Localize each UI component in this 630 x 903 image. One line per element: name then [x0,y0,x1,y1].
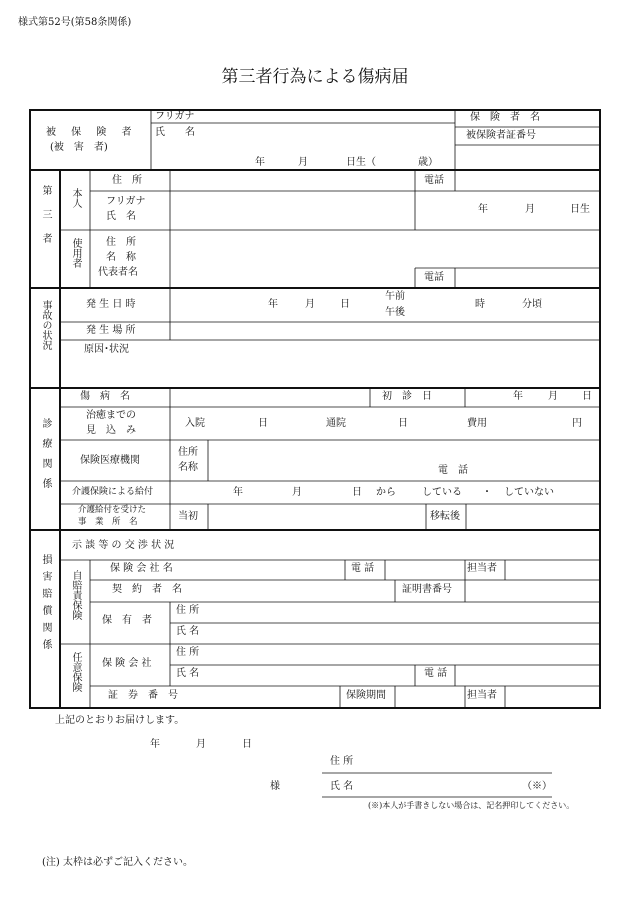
footer-mark: （※） [522,781,552,792]
accident-datetime-label: 発 生 日 時 [86,299,136,310]
care-day: 日 [352,487,362,498]
accident-am: 午前 [385,291,405,302]
footer-caution: (注) 太枠は必ずご記入ください。 [42,857,193,868]
policy-number-label: 証 券 番 号 [108,690,178,701]
care-separator: ・ [482,487,492,498]
accident-year: 年 [268,299,278,310]
third-party-furigana: フリガナ [106,196,146,207]
care-month: 月 [292,487,302,498]
care-benefit-label: 介護保険による給付 [72,487,154,497]
footer-name-label: 氏 名 [330,781,354,792]
insured-label-sub: (被 害 者) [50,142,108,153]
negotiation-label: 示 談 等 の 交 渉 状 況 [72,540,175,551]
care-from: から [376,487,396,498]
insured-label: 被 保 険 者 [46,127,138,138]
voluntary-insurance-label: 任意保険 [70,652,81,692]
outpatient-label: 通院 [326,418,346,429]
facility-label-2: 事 業 所 名 [78,517,138,527]
insured-name-label: 氏 名 [155,127,195,138]
insurance-period-label: 保険期間 [346,690,386,701]
cost-yen: 円 [572,418,582,429]
third-party-address-label: 住 所 [112,175,142,186]
institution-address-label: 住所 [178,447,198,458]
footer-day: 日 [242,739,252,750]
damages-label: 損害賠償関係 [40,554,51,656]
third-party-month: 月 [525,204,535,215]
voluntary-name-label: 氏 名 [176,668,200,679]
accident-label: 事故の状況 [40,300,51,350]
owner-label: 保 有 者 [102,615,152,626]
footer-sama: 様 [270,781,280,792]
compulsory-insurance-label: 自賠責保険 [70,570,81,620]
contractor-label: 契 約 者 名 [112,584,182,595]
compulsory-company-label: 保 険 会 社 名 [110,563,173,574]
insurer-name-label: 保 険 者 名 [470,112,540,123]
footer-year: 年 [150,739,160,750]
accident-day: 日 [340,299,350,310]
accident-place-label: 発 生 場 所 [86,325,136,336]
insured-month: 月 [298,157,308,168]
facility-label-1: 介護給付を受けた [78,505,147,515]
care-not-doing-option[interactable]: していない [504,487,554,498]
accident-pm: 午後 [385,307,405,318]
owner-name-label: 氏 名 [176,626,200,637]
institution-label: 保険医療機関 [80,455,140,466]
cost-label: 費用 [467,418,487,429]
owner-address-label: 住 所 [176,605,200,616]
compulsory-phone-label: 電 話 [351,563,375,574]
third-party-birth: 日生 [570,204,590,215]
institution-phone-label: 電 話 [438,465,468,476]
first-visit-year: 年 [513,391,523,402]
employer-phone-label: 電話 [424,272,444,283]
form-number: 様式第52号(第58条関係) [18,17,132,28]
accident-month: 月 [305,299,315,310]
third-party-year: 年 [478,204,488,215]
inpatient-day: 日 [258,418,268,429]
employer-name-label: 名 称 [106,252,136,263]
first-visit-month: 月 [548,391,558,402]
outlook-label-2: 見 込 み [86,425,136,436]
employer-label: 使用者 [70,238,81,268]
institution-name-label: 名称 [178,462,198,473]
employer-address-label: 住 所 [106,237,136,248]
care-doing-option[interactable]: している [422,487,462,498]
insured-furigana: フリガナ [155,111,195,122]
footer-month: 月 [196,739,206,750]
third-party-phone-label: 電話 [424,175,444,186]
third-party-self-label: 本人 [70,188,81,208]
accident-minute: 分頃 [522,299,542,310]
facility-after-move-label: 移転後 [430,511,460,522]
notify-text: 上記のとおりお届けします。 [55,715,185,726]
disease-label: 傷 病 名 [80,391,130,402]
voluntary-contact-label: 担当者 [467,690,497,701]
treatment-label: 診療関係 [40,418,51,498]
insured-number-label: 被保険者証番号 [466,130,536,141]
third-party-label: 第三者 [40,185,51,257]
insured-age: 歳） [418,157,438,168]
voluntary-address-label: 住 所 [176,647,200,658]
outpatient-day: 日 [398,418,408,429]
voluntary-company-label: 保 険 会 社 [102,658,152,669]
voluntary-phone-label: 電 話 [424,668,448,679]
insured-birth: 日生（ [346,157,376,168]
insured-year: 年 [255,157,265,168]
accident-cause-label: 原因･状況 [84,344,129,355]
accident-hour: 時 [475,299,485,310]
first-visit-day: 日 [582,391,592,402]
first-visit-label: 初 診 日 [382,391,432,402]
facility-initial-label: 当初 [178,511,198,522]
certificate-number-label: 証明書番号 [402,584,452,595]
footer-address-label: 住 所 [330,756,354,767]
employer-rep-label: 代表者名 [98,267,138,278]
outlook-label-1: 治癒までの [86,410,136,421]
care-year: 年 [233,487,243,498]
third-party-name-label: 氏 名 [106,211,136,222]
compulsory-contact-label: 担当者 [467,563,497,574]
footer-note: (※)本人が手書きしない場合は、記名押印してください。 [368,801,575,810]
page-title: 第三者行為による傷病届 [221,67,409,87]
inpatient-label: 入院 [185,418,205,429]
